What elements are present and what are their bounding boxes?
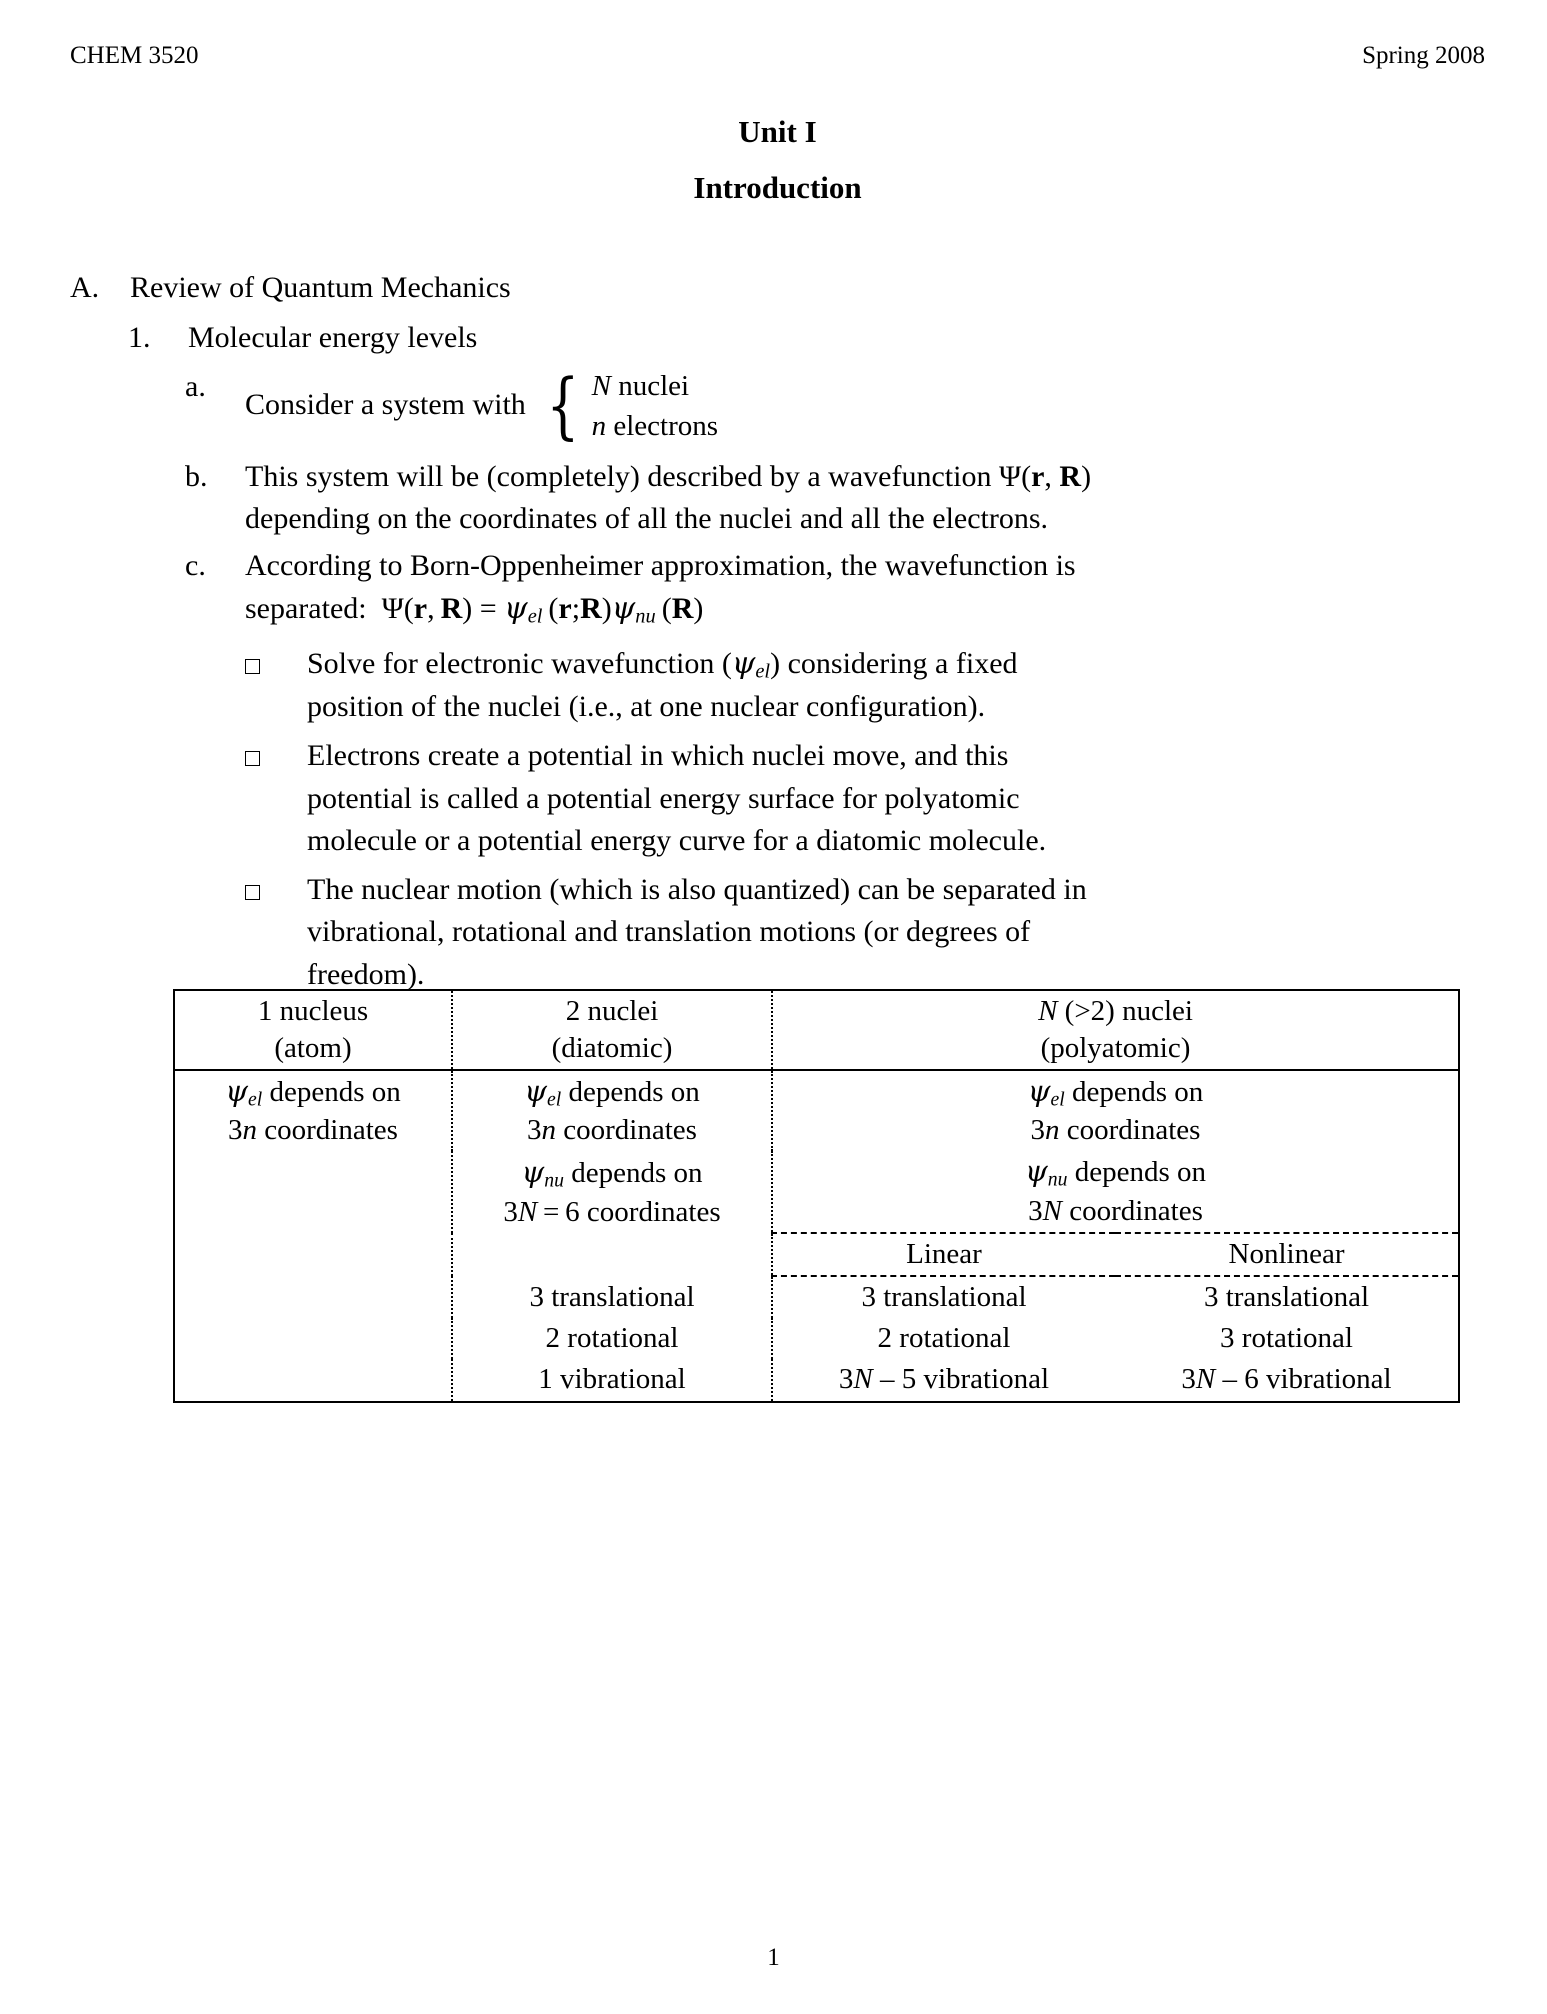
c-line-1: According to Born-Oppenheimer approximation, the wavefunction is <box>245 548 1076 582</box>
electrons-label: electrons <box>613 409 719 442</box>
cell-rot-atom <box>174 1318 452 1359</box>
cell-psi-el-atom <box>174 1070 452 1152</box>
bullet-2-line-1: Electrons create a potential in which nuclei move, and this <box>307 739 1009 772</box>
table-header-row <box>174 990 1459 1070</box>
nuclei-label: nuclei <box>618 369 690 402</box>
psi-el-atom-line1: $\psi_{el}$ depends on <box>225 1073 401 1111</box>
table-row-psi-el <box>174 1070 1459 1152</box>
cell-psi-nu-polyatomic <box>772 1151 1459 1233</box>
psi-nu-diatomic-line2: 3N = 6 coordinates <box>503 1195 721 1228</box>
nuclei-line <box>592 366 718 406</box>
psi-el-diatomic-line2: 3n coordinates <box>527 1114 697 1147</box>
table-row-psi-nu <box>174 1151 1459 1233</box>
outline-item-b <box>185 456 1485 541</box>
psi-el-diatomic-line1: $\psi_{el}$ depends on <box>524 1073 700 1111</box>
cell-trans-nonlinear: 3 translational <box>1115 1276 1459 1318</box>
header-cell-diatomic <box>452 990 772 1070</box>
square-bullet-icon <box>245 869 307 908</box>
cell-subheader-diatomic <box>452 1233 772 1276</box>
header-cell-atom <box>174 990 452 1070</box>
psi-el-poly-line2: 3n coordinates <box>1030 1114 1201 1147</box>
outline-item-a-sub <box>185 362 1485 447</box>
bullet-2-line-2: potential is called a potential energy surface for polyatomic <box>307 781 1020 815</box>
bullet-2-text <box>307 735 1485 863</box>
outline-marker-a-sub: a. <box>185 369 206 403</box>
header-cell-polyatomic <box>772 990 1459 1070</box>
bullet-3-line-3: freedom). <box>307 957 425 991</box>
b-line-1: This system will be (completely) described by a wavefunction <box>245 459 992 493</box>
cell-vib-atom <box>174 1359 452 1401</box>
electrons-count-var: n <box>591 409 607 442</box>
header-atom-line2: (atom) <box>274 1031 352 1064</box>
header-polyatomic-line2: (polyatomic) <box>1040 1031 1191 1064</box>
square-bullet-icon <box>245 643 307 682</box>
consider-text: Consider a system with <box>245 388 526 422</box>
cell-psi-el-polyatomic <box>772 1070 1459 1152</box>
section-title: Introduction <box>693 169 862 205</box>
cell-rot-linear: 2 rotational <box>877 1322 1011 1355</box>
outline-text-a: Review of Quantum Mechanics <box>130 270 511 304</box>
cell-psi-el-diatomic <box>452 1070 772 1152</box>
outline-item-1 <box>128 317 1485 360</box>
bullet-3-line-1: The nuclear motion (which is also quantized) can be separated in <box>307 872 1087 906</box>
electrons-line <box>592 406 718 446</box>
outline-item-a <box>70 267 1485 310</box>
cell-trans-diatomic: 3 translational <box>452 1276 772 1318</box>
bullet-2-line-3: molecule or a potential energy curve for a diatomic molecule. <box>307 824 1047 858</box>
bullet-1-line-1-tail: ) considering a fixed <box>770 646 1018 680</box>
page-number: 1 <box>767 1944 780 1971</box>
table-row-rotational <box>174 1318 1459 1359</box>
header-polyatomic-line1: N (>2) nuclei <box>1038 994 1193 1027</box>
bullet-item-1 <box>245 643 1485 729</box>
table-row-vibrational <box>174 1359 1459 1401</box>
left-brace-glyph: { <box>546 362 580 447</box>
cell-rot-diatomic: 2 rotational <box>452 1318 772 1359</box>
psi-nu-poly-line1: $\psi_{nu}$ depends on <box>1025 1154 1206 1191</box>
nuclei-count-var: N <box>591 369 611 402</box>
system-definition <box>245 362 1485 447</box>
cell-rot-nonlinear: 3 rotational <box>1115 1318 1459 1359</box>
cell-vib-linear: 3N – 5 vibrational <box>772 1359 1115 1401</box>
subheader-nonlinear: Nonlinear <box>1115 1233 1459 1276</box>
cell-vib-diatomic: 1 vibrational <box>452 1359 772 1401</box>
psi-el-atom-line2: 3n coordinates <box>228 1114 398 1147</box>
course-code: CHEM 3520 <box>70 42 199 69</box>
bullet-item-3 <box>245 869 1485 997</box>
outline-item-c <box>185 545 1485 631</box>
unit-title: Unit I <box>738 113 817 149</box>
table-row-translational <box>174 1276 1459 1318</box>
cell-psi-nu-atom <box>174 1151 452 1233</box>
outline-text-b <box>245 456 1485 541</box>
subheader-linear: Linear <box>772 1233 1115 1276</box>
c-separated-label: separated: <box>245 591 367 625</box>
psi-el-poly-line1: $\psi_{el}$ depends on <box>1027 1073 1204 1111</box>
header-atom-line1: 1 nucleus <box>257 994 369 1027</box>
header-diatomic-line2: (diatomic) <box>551 1031 673 1064</box>
bullet-3-line-2: vibrational, rotational and translation motions (or degrees of <box>307 915 1031 949</box>
square-bullet-icon <box>245 735 307 774</box>
cell-trans-linear: 3 translational <box>861 1281 1027 1314</box>
psi-nu-poly-line2: 3N coordinates <box>1028 1195 1203 1228</box>
outline-text-1: Molecular energy levels <box>188 321 478 355</box>
bullet-1-line-1: Solve for electronic wavefunction ( <box>307 646 732 680</box>
outline-marker-1: 1. <box>128 321 151 355</box>
psi-el-inline: ψ <box>731 645 756 681</box>
outline-marker-b: b. <box>185 459 208 493</box>
running-head <box>70 42 1485 70</box>
cell-trans-atom <box>174 1276 452 1318</box>
psi-nu-diatomic-line1: $\psi_{nu}$ depends on <box>521 1154 703 1192</box>
bullet-1-line-2: position of the nuclei (i.e., at one nuclear configuration). <box>307 690 986 724</box>
outline-marker-c: c. <box>185 548 206 582</box>
table-subheader-row <box>174 1233 1459 1276</box>
bullet-1-text: Solve for electronic wavefunction $(\psi_{el})$ considering a fixed position of the nuclei (i.e., at one nuclear configuration). <box>307 645 1018 724</box>
bo-equation: Ψ(r, $R) = \psi_{el}$ $(r;R)\psi_{nu}$ (R) <box>381 590 704 627</box>
header-diatomic-line1: 2 nuclei <box>565 994 659 1027</box>
cell-vib-nonlinear: 3N – 6 vibrational <box>1115 1359 1459 1401</box>
degrees-of-freedom-table <box>173 989 1460 1403</box>
cell-subheader-atom <box>174 1233 452 1276</box>
outline-text-c <box>245 545 1485 631</box>
bullet-item-2 <box>245 735 1485 863</box>
term-label: Spring 2008 <box>1362 42 1485 69</box>
bullet-3-text <box>307 869 1485 997</box>
b-wavefunction-symbol: Ψ(r, R) <box>998 459 1092 493</box>
cell-psi-nu-diatomic <box>452 1151 772 1233</box>
outline-marker-a: A. <box>70 270 100 304</box>
b-line-2: depending on the coordinates of all the nuclei and all the electrons. <box>245 502 1049 536</box>
brace-contents <box>592 366 718 446</box>
